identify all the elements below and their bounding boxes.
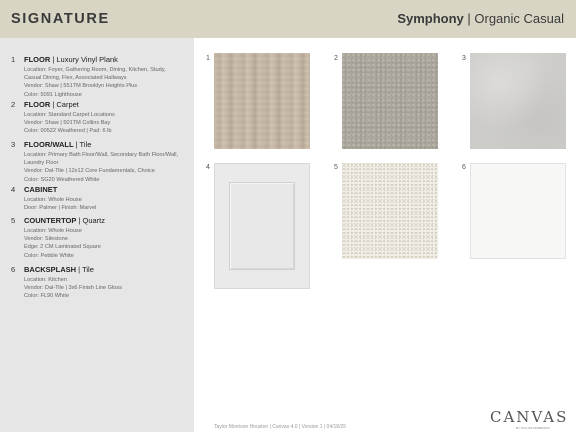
- plan-name: Symphony: [397, 11, 464, 26]
- swatch-number: 6: [462, 164, 466, 171]
- spec-title: FLOOR/WALL | Tile: [24, 140, 92, 149]
- footer-text: Taylor Morrison Houston | Canvas 4.0 | Version 1 | 04/18/25: [214, 424, 347, 430]
- swatch-quartz-countertop: [342, 163, 438, 259]
- swatch-number: 5: [334, 164, 338, 171]
- spec-details: [24, 196, 190, 212]
- spec-line: Location: Standard Carpet Locations: [24, 112, 115, 118]
- spec-line: Vendor: Shaw | 501TM Collins Bay: [24, 120, 111, 127]
- spec-line: Vendor: Shaw | 551TM Brooklyn Heights Plus: [24, 83, 138, 90]
- spec-line: Door: Palmer | Finish: Marvel: [24, 205, 97, 212]
- spec-number: 6: [11, 265, 16, 274]
- spec-details: [24, 276, 190, 301]
- swatch-number: 4: [206, 164, 210, 171]
- spec-line: Color: SG20 Weathered White: [24, 176, 100, 183]
- spec-line: Location: Primary Bath Floor/Wall, Secondary Bath Floor/Wall,: [24, 152, 179, 158]
- spec-details: [24, 227, 190, 260]
- spec-line: Location: Whole House: [24, 197, 82, 203]
- spec-details: [24, 111, 190, 136]
- plan-separator: |: [463, 11, 475, 26]
- spec-number: 2: [11, 100, 16, 109]
- spec-line: Vendor: Dal-Tile | 3x6 Finish Line Gloss: [24, 285, 122, 292]
- spec-line: Location: Foyer, Gathering Room, Dining, Kitchen, Study,: [24, 67, 166, 73]
- swatch-carpet: [342, 53, 438, 149]
- plan-style: Organic Casual: [474, 11, 564, 26]
- spec-line: Color: FL90 White: [24, 293, 70, 300]
- brand-title: SIGNATURE: [11, 11, 110, 27]
- spec-line: Vendor: Silestone: [24, 236, 68, 243]
- header-bar: [0, 0, 576, 38]
- swatch-cabinet-door: [214, 163, 310, 289]
- canvas-logo: [490, 408, 570, 432]
- logo-word: CANVAS: [490, 408, 569, 426]
- spec-title: FLOOR | Carpet: [24, 100, 79, 109]
- swatch-number: 1: [206, 55, 210, 62]
- cabinet-panel: [229, 182, 295, 270]
- spec-sidebar: [0, 38, 194, 432]
- spec-line: Casual Dining, Flex, Associated Hallways: [24, 75, 127, 82]
- spec-title: FLOOR | Luxury Vinyl Plank: [24, 55, 118, 64]
- swatch-floor-wall-tile: [470, 53, 566, 149]
- spec-line: Color: 00522 Weathered | Pad: 6 lb: [24, 128, 112, 135]
- spec-title: CABINET: [24, 185, 58, 194]
- logo-sub: BY TAYLOR MORRISON: [516, 426, 550, 430]
- spec-line: Color: Pebble White: [24, 252, 74, 259]
- spec-details: [24, 151, 190, 184]
- spec-title: COUNTERTOP | Quartz: [24, 216, 105, 225]
- spec-number: 5: [11, 216, 16, 225]
- spec-line: Laundry Floor: [24, 160, 59, 167]
- spec-title: BACKSPLASH | Tile: [24, 265, 94, 274]
- spec-number: 3: [11, 140, 16, 149]
- spec-line: Location: Whole House: [24, 228, 82, 234]
- spec-line: Color: 5091 Lighthouse: [24, 91, 82, 98]
- spec-number: 4: [11, 185, 16, 194]
- swatch-luxury-vinyl-plank: [214, 53, 310, 149]
- spec-line: Edge: 2 CM Laminated Square: [24, 244, 101, 251]
- swatch-backsplash-tile: [470, 163, 566, 259]
- spec-details: [24, 66, 190, 99]
- plan-title: [397, 11, 564, 26]
- spec-line: Location: Kitchen: [24, 277, 67, 283]
- spec-number: 1: [11, 55, 16, 64]
- spec-line: Vendor: Dal-Tile | 12x12 Core Fundamentals, Choice: [24, 168, 155, 175]
- swatch-number: 3: [462, 55, 466, 62]
- swatch-number: 2: [334, 55, 338, 62]
